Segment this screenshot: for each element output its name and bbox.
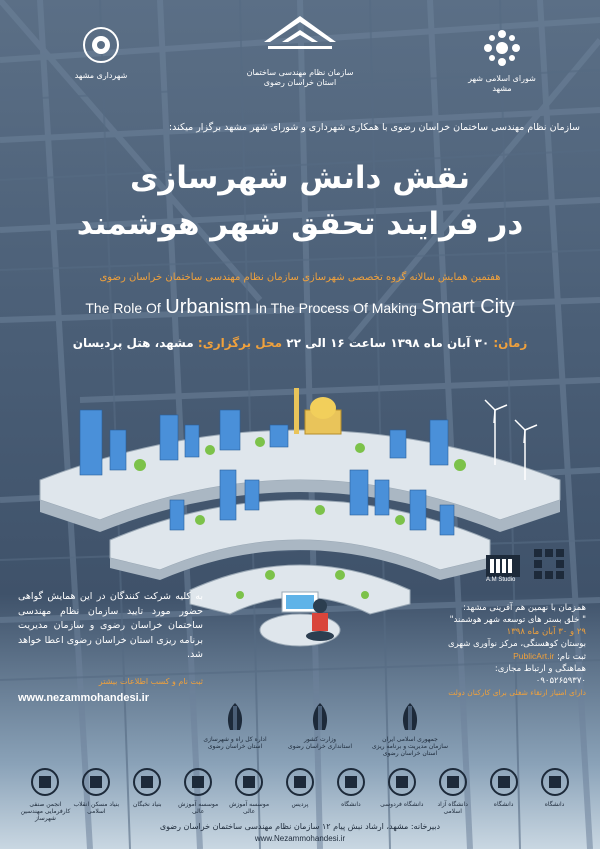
studio-label: A.M Studio: [486, 577, 516, 583]
city-council-logo: [462, 28, 542, 94]
municipality-emblem-icon: [81, 25, 121, 65]
nezam-mohandesi-logo: [235, 12, 365, 88]
council-emblem-icon: [482, 28, 522, 68]
partner-label: پردیس: [291, 801, 309, 808]
partner-emblem-icon: [438, 767, 468, 797]
iran-emblem-icon: [218, 700, 252, 734]
emblem-3-line1: جمهوری اسلامی ایران: [382, 736, 438, 743]
footer-address: دبیرخانه: مشهد، ارشاد نبش پیام ۱۲ سازمان نظام مهندسی ساختمان خراسان رضوی: [159, 822, 441, 831]
emblem-2-line1: وزارت کشور: [303, 736, 337, 743]
cocreation-date: ۲۹ و ۳۰ آبان ماه ۱۳۹۸: [506, 627, 586, 637]
partner-logo: [122, 767, 172, 808]
register-label: ثبت نام:: [556, 652, 586, 662]
partner-emblem-icon: [132, 767, 162, 797]
emblem-road-urban: [195, 700, 275, 750]
partner-label: دانشگاه آزاد اسلامی: [437, 801, 468, 815]
partner-logo: [173, 767, 223, 815]
intro-line: سازمان نظام مهندسی ساختمان خراسان رضوی با همکاری شهرداری و شورای شهر مشهد برگزار میکند:: [168, 122, 580, 133]
time-label: زمان:: [493, 336, 528, 350]
partner-logo: [479, 767, 529, 808]
partner-emblem-icon: [81, 767, 111, 797]
partner-logo: [530, 767, 580, 808]
partner-emblem-icon: [234, 767, 264, 797]
partner-logo: [428, 767, 478, 815]
phone-number[interactable]: ۰۹۰۵۲۶۵۹۳۷۰: [535, 676, 586, 686]
english-title-part4: Smart City: [421, 296, 515, 318]
engineering-organization-icon: [260, 12, 340, 62]
english-title-part2: Urbanism: [165, 296, 251, 318]
partner-emblem-icon: [540, 767, 570, 797]
date-line: [40, 336, 560, 350]
cocreation-place: بوستان کوهسنگی، مرکز نوآوری شهری: [447, 639, 586, 649]
english-title-part3: In The Process Of Making: [255, 300, 417, 316]
cocreation-theme: " خلق بستر های توسعه شهر هوشمند": [449, 615, 586, 625]
cocreation-line: همزمان با نهمین هم آفرینی مشهد:: [463, 603, 586, 613]
contact-label: هماهنگی و ارتباط مجازی:: [494, 664, 586, 674]
register-more-info[interactable]: ثبت نام و کسب اطلاعات بیشتر: [98, 677, 203, 686]
left-logo-text: شهرداری مشهد: [74, 71, 128, 80]
partner-label: دانشگاه: [493, 801, 514, 808]
place-value: مشهد، هتل پردیسان: [72, 336, 194, 350]
partner-emblem-icon: [285, 767, 315, 797]
subtitle: هفتمین همایش سالانه گروه تخصصی شهرسازی سازمان نظام مهندسی ساختمان خراسان رضوی: [99, 272, 501, 283]
promotion-note: دارای امتیاز ارتقاء شغلی برای کارکنان دولت: [448, 688, 586, 697]
partner-label: انجمن صنفی کارفرمایی مهندسین شهرساز: [20, 801, 71, 822]
partner-logo: [275, 767, 325, 808]
partner-label: موسسه آموزش عالی: [229, 801, 270, 815]
iran-emblem-icon: [303, 700, 337, 734]
emblem-planning-org: [365, 700, 455, 757]
partner-emblem-icon: [30, 767, 60, 797]
partner-label: بنیاد مسکن انقلاب اسلامی: [73, 801, 120, 815]
partner-label: دانشگاه: [544, 801, 565, 808]
time-value: ۳۰ آبان ماه ۱۳۹۸ ساعت ۱۶ الی ۲۲: [286, 336, 490, 350]
publicart-logo-icon: [532, 547, 566, 581]
right-logo-text: شورای اسلامی شهر مشهد: [468, 74, 536, 93]
emblem-1-line2: استان خراسان رضوی: [207, 743, 263, 750]
partner-label: موسسه آموزش عالی: [178, 801, 219, 815]
emblem-3-line2: سازمان مدیریت و برنامه ریزی استان خراسان رضوی: [371, 743, 449, 757]
certificate-text: به کلیه شرکت کنندگان در این همایش گواهی حضور مورد تایید سازمان نظام مهندسی ساختمان خراسان رضوی و سازمان مدیریت برنامه ریزی استان خراسان رضوی اعطا خواهد شد.: [18, 591, 203, 660]
iran-emblem-icon: [393, 700, 427, 734]
center-logo-line1: سازمان نظام مهندسی ساختمان: [246, 68, 354, 77]
website-link[interactable]: www.nezammohandesi.ir: [18, 692, 150, 704]
partner-logo: [377, 767, 427, 808]
partner-logo: [20, 767, 70, 822]
partner-label: دانشگاه فردوسی: [380, 801, 424, 808]
title-line-1: نقش دانش شهرسازی: [130, 160, 470, 196]
partner-emblem-icon: [336, 767, 366, 797]
partner-logo: [71, 767, 121, 815]
register-line: [396, 650, 586, 663]
shrine-icon: [294, 388, 341, 434]
title-line-2: در فرایند تحقق شهر هوشمند: [76, 206, 524, 242]
government-emblems: [195, 700, 449, 760]
mashhad-municipality-logo: [66, 25, 136, 81]
emblem-1-line1: اداره کل راه و شهرسازی: [203, 736, 267, 743]
partner-emblem-icon: [183, 767, 213, 797]
partner-emblem-icon: [387, 767, 417, 797]
partner-label: بنیاد نخبگان: [132, 801, 162, 808]
footer-website[interactable]: www.Nezammohandesi.ir: [254, 834, 346, 843]
right-info-block: [396, 602, 586, 699]
english-title: [20, 296, 580, 319]
english-title-part1: The Role Of: [85, 300, 161, 316]
register-site-link[interactable]: PublicArt.ir: [513, 651, 555, 661]
emblem-interior-ministry: [280, 700, 360, 750]
partner-logo: [224, 767, 274, 815]
partner-logo: [326, 767, 376, 808]
center-logo-line2: استان خراسان رضوی: [263, 78, 337, 87]
partner-emblem-icon: [489, 767, 519, 797]
emblem-2-line2: استانداری خراسان رضوی: [288, 743, 352, 750]
place-label: محل برگزاری:: [197, 336, 283, 350]
partner-label: دانشگاه: [341, 801, 361, 808]
